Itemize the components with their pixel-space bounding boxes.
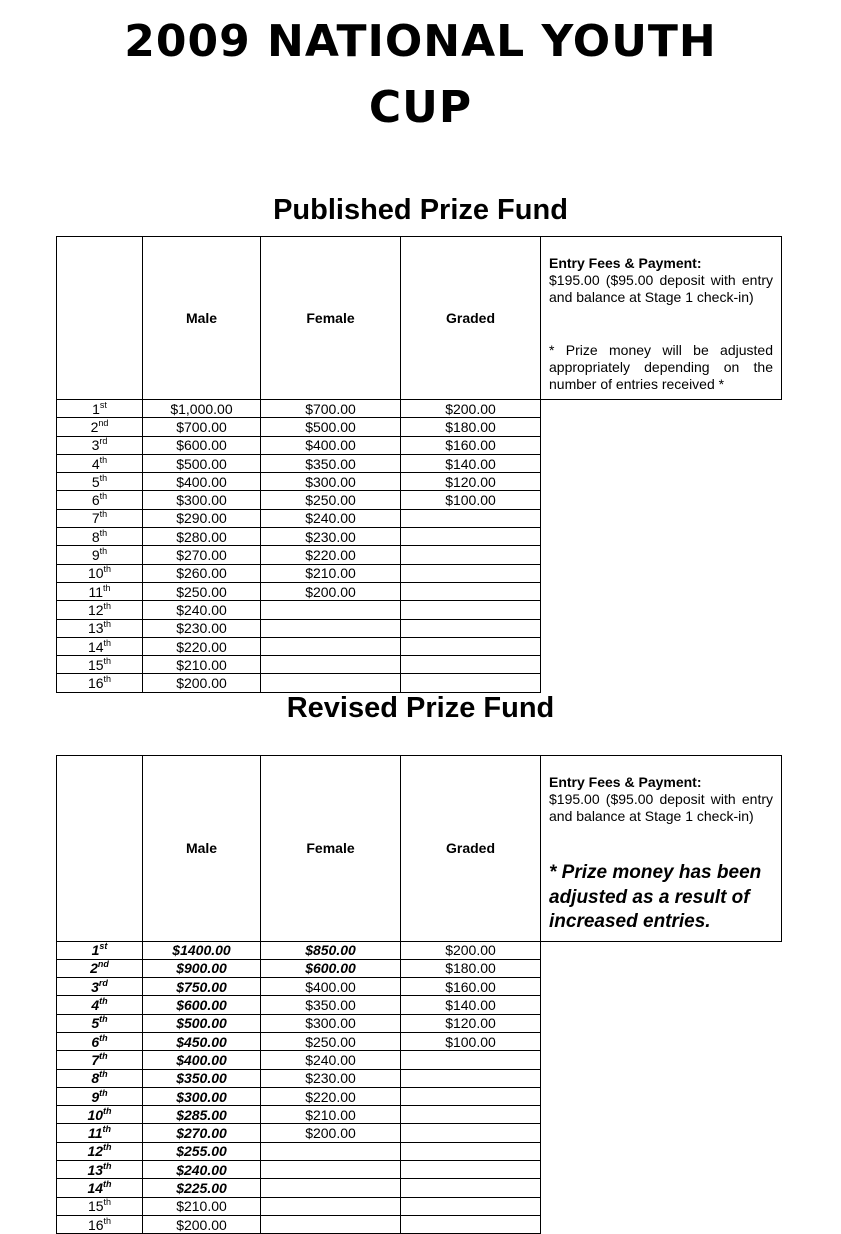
place-number: 12 [87,601,104,618]
female-prize-cell: $230.00 [261,1069,401,1087]
graded-prize-cell [401,1197,541,1215]
female-prize-cell [261,656,401,674]
graded-prize-cell: $200.00 [401,400,541,418]
table-row [57,1051,782,1069]
graded-prize-cell [401,619,541,637]
place-number: 12 [87,1143,104,1160]
graded-prize-cell [401,564,541,582]
female-prize-cell [261,1215,401,1233]
female-prize-cell: $220.00 [261,546,401,564]
graded-prize-cell [401,1161,541,1179]
graded-prize-cell [401,1051,541,1069]
place-suffix: th [102,1124,112,1135]
place-cell [57,418,143,436]
male-prize-cell: $1400.00 [143,941,261,959]
table-row [57,1215,782,1233]
table-row [57,564,782,582]
male-prize-cell: $1,000.00 [143,400,261,418]
graded-prize-cell [401,509,541,527]
place-cell [57,546,143,564]
table-row [57,1106,782,1124]
male-prize-cell: $220.00 [143,637,261,655]
place-suffix: th [99,1014,108,1025]
graded-prize-cell [401,1215,541,1233]
place-number: 9 [91,547,100,564]
place-cell [57,656,143,674]
place-number: 3 [91,978,99,995]
male-column-header: Male [143,237,261,400]
entry-fees-heading: Entry Fees & Payment: [549,774,702,790]
place-number: 7 [91,1051,100,1068]
place-number: 13 [87,620,104,637]
place-suffix: st [99,941,108,952]
female-prize-cell: $230.00 [261,528,401,546]
male-prize-cell: $210.00 [143,656,261,674]
place-number: 7 [91,510,100,527]
graded-prize-cell: $120.00 [401,1014,541,1032]
male-prize-cell: $200.00 [143,674,261,692]
place-cell [57,619,143,637]
table-row [57,400,782,418]
place-cell [57,637,143,655]
graded-prize-cell [401,1087,541,1105]
place-suffix: nd [98,417,109,428]
male-column-header: Male [143,756,261,942]
graded-prize-cell [401,1106,541,1124]
place-number: 16 [87,1216,104,1233]
place-cell [57,564,143,582]
male-prize-cell: $450.00 [143,1032,261,1050]
place-suffix: th [103,1105,112,1116]
place-suffix: st [99,399,107,410]
place-cell [57,528,143,546]
place-suffix: th [99,1087,108,1098]
table-row [57,528,782,546]
female-prize-cell: $200.00 [261,1124,401,1142]
table-row [57,959,782,977]
graded-prize-cell [401,637,541,655]
male-prize-cell: $400.00 [143,473,261,491]
place-number: 15 [87,1198,104,1215]
place-cell [57,509,143,527]
table-row [57,978,782,996]
graded-prize-cell: $120.00 [401,473,541,491]
female-prize-cell: $240.00 [261,1051,401,1069]
graded-column-header: Graded [401,237,541,400]
entry-fees-body: $195.00 ($95.00 deposit with entry and balance at Stage 1 check-in) [549,791,773,824]
female-prize-cell: $850.00 [261,941,401,959]
male-prize-cell: $270.00 [143,546,261,564]
male-prize-cell: $300.00 [143,491,261,509]
table-row [57,1124,782,1142]
place-cell [57,1087,143,1105]
place-suffix: th [103,619,112,630]
place-suffix: rd [98,977,108,988]
table-row [57,1087,782,1105]
place-number: 13 [87,1161,104,1178]
place-number: 16 [87,675,104,692]
female-prize-cell [261,1142,401,1160]
table-row [57,454,782,472]
male-prize-cell: $270.00 [143,1124,261,1142]
place-number: 14 [87,1180,104,1196]
place-suffix: th [99,472,108,483]
place-suffix: th [99,527,108,538]
table-row [57,601,782,619]
header-row [57,237,782,400]
graded-prize-cell: $100.00 [401,1032,541,1050]
male-prize-cell: $280.00 [143,528,261,546]
female-prize-cell: $300.00 [261,473,401,491]
place-suffix: th [99,491,108,502]
entry-fees-heading: Entry Fees & Payment: [549,255,702,271]
graded-prize-cell [401,1124,541,1142]
place-number: 8 [91,1070,100,1087]
place-number: 6 [91,492,100,509]
graded-prize-cell: $140.00 [401,454,541,472]
male-prize-cell: $700.00 [143,418,261,436]
graded-prize-cell [401,528,541,546]
graded-prize-cell: $180.00 [401,418,541,436]
female-prize-cell [261,1179,401,1197]
graded-prize-cell [401,1069,541,1087]
place-cell [57,1197,143,1215]
place-suffix: nd [97,959,109,970]
table-row [57,656,782,674]
place-cell [57,436,143,454]
female-prize-cell [261,1161,401,1179]
place-cell [57,1014,143,1032]
place-suffix: th [99,509,108,520]
female-prize-cell: $200.00 [261,582,401,600]
female-prize-cell: $350.00 [261,454,401,472]
place-number: 14 [87,638,104,655]
female-prize-cell: $300.00 [261,1014,401,1032]
table-row [57,1014,782,1032]
place-suffix: th [103,1179,112,1189]
place-suffix: th [103,674,112,685]
place-suffix: th [99,1069,108,1080]
place-cell [57,473,143,491]
female-prize-cell [261,619,401,637]
header-row [57,756,782,942]
female-prize-cell: $250.00 [261,1032,401,1050]
graded-prize-cell [401,1179,541,1197]
female-prize-cell: $500.00 [261,418,401,436]
male-prize-cell: $290.00 [143,509,261,527]
male-prize-cell: $230.00 [143,619,261,637]
male-prize-cell: $240.00 [143,601,261,619]
entry-fees-info [541,756,782,942]
male-prize-cell: $300.00 [143,1087,261,1105]
female-prize-cell: $350.00 [261,996,401,1014]
female-prize-cell: $210.00 [261,564,401,582]
female-prize-cell: $600.00 [261,959,401,977]
female-column-header: Female [261,237,401,400]
place-number: 15 [87,656,104,673]
table-row [57,1142,782,1160]
place-cell [57,1106,143,1124]
table-row [57,637,782,655]
published-prize-fund-heading: Published Prize Fund [273,194,568,226]
male-prize-cell: $900.00 [143,959,261,977]
graded-prize-cell: $100.00 [401,491,541,509]
place-suffix: th [99,996,108,1007]
graded-prize-cell: $160.00 [401,436,541,454]
female-prize-cell: $240.00 [261,509,401,527]
place-number: 11 [87,1125,103,1142]
place-number: 2 [90,960,98,977]
table-row [57,418,782,436]
male-prize-cell: $600.00 [143,436,261,454]
prize-money-note: * Prize money will be adjusted appropriately depending on the number of entries received * [549,342,773,392]
place-cell [57,491,143,509]
place-suffix: th [103,1215,112,1226]
place-cell [57,1032,143,1050]
place-cell [57,1124,143,1142]
male-prize-cell: $500.00 [143,1014,261,1032]
graded-prize-cell: $180.00 [401,959,541,977]
table-row [57,1161,782,1179]
male-prize-cell: $350.00 [143,1069,261,1087]
place-cell [57,1142,143,1160]
place-suffix: th [103,1160,112,1171]
place-number: 2 [90,418,99,435]
graded-prize-cell: $140.00 [401,996,541,1014]
male-prize-cell: $200.00 [143,1215,261,1233]
place-cell [57,1051,143,1069]
document-title-line-1: 2009 NATIONAL YOUTH [124,16,717,67]
place-number: 3 [91,437,100,454]
place-cell [57,996,143,1014]
place-cell [57,400,143,418]
place-number: 1 [91,942,100,959]
place-column-header [57,756,143,942]
place-number: 11 [88,583,104,600]
male-prize-cell: $260.00 [143,564,261,582]
table-row [57,1197,782,1215]
female-prize-cell: $250.00 [261,491,401,509]
place-suffix: th [103,1197,112,1208]
place-number: 4 [91,997,100,1014]
place-cell [57,941,143,959]
place-suffix: th [103,600,112,611]
document-title-line-2: CUP [368,82,473,133]
entry-fees-info [541,237,782,400]
place-number: 10 [87,1106,104,1123]
male-prize-cell: $750.00 [143,978,261,996]
female-prize-cell: $400.00 [261,436,401,454]
table-row [57,473,782,491]
place-number: 10 [87,565,104,582]
place-suffix: th [99,454,108,465]
place-column-header [57,237,143,400]
graded-prize-cell [401,656,541,674]
male-prize-cell: $240.00 [143,1161,261,1179]
place-cell [57,1161,143,1179]
place-suffix: th [103,637,112,648]
place-suffix: th [103,655,112,666]
place-suffix: th [99,546,108,557]
place-number: 6 [91,1033,100,1050]
male-prize-cell: $250.00 [143,582,261,600]
female-column-header: Female [261,756,401,942]
table-row [57,546,782,564]
male-prize-cell: $500.00 [143,454,261,472]
graded-prize-cell: $200.00 [401,941,541,959]
place-number: 5 [91,473,100,490]
graded-prize-cell [401,546,541,564]
table-row [57,582,782,600]
place-cell [57,454,143,472]
graded-prize-cell [401,601,541,619]
male-prize-cell: $210.00 [143,1197,261,1215]
female-prize-cell [261,637,401,655]
graded-prize-cell: $160.00 [401,978,541,996]
female-prize-cell [261,1197,401,1215]
place-cell [57,601,143,619]
male-prize-cell: $225.00 [143,1179,261,1197]
female-prize-cell: $400.00 [261,978,401,996]
female-prize-cell: $700.00 [261,400,401,418]
male-prize-cell: $400.00 [143,1051,261,1069]
place-number: 4 [91,455,100,472]
place-suffix: rd [99,436,108,447]
place-number: 9 [91,1088,100,1105]
table-row [57,941,782,959]
female-prize-cell [261,601,401,619]
place-number: 1 [92,400,100,417]
female-prize-cell: $210.00 [261,1106,401,1124]
table-row [57,996,782,1014]
table-row [57,1069,782,1087]
table-row [57,1032,782,1050]
revised-prize-table [56,755,782,1234]
male-prize-cell: $255.00 [143,1142,261,1160]
table-row [57,509,782,527]
graded-prize-cell [401,1142,541,1160]
graded-column-header: Graded [401,756,541,942]
place-cell [57,582,143,600]
place-suffix: th [99,1032,108,1043]
place-cell [57,959,143,977]
table-row [57,436,782,454]
male-prize-cell: $600.00 [143,996,261,1014]
place-cell [57,978,143,996]
place-cell [57,1215,143,1233]
male-prize-cell: $285.00 [143,1106,261,1124]
table-row [57,491,782,509]
place-suffix: th [103,564,112,575]
place-number: 5 [91,1015,100,1032]
table-row [57,619,782,637]
female-prize-cell: $220.00 [261,1087,401,1105]
place-number: 8 [91,528,100,545]
table-row [57,1179,782,1197]
entry-fees-body: $195.00 ($95.00 deposit with entry and balance at Stage 1 check-in) [549,272,773,305]
prize-money-note: * Prize money has been adjusted as a result of increased entries. [549,862,762,932]
published-prize-table [56,236,782,693]
graded-prize-cell [401,582,541,600]
revised-prize-fund-heading: Revised Prize Fund [286,692,555,724]
place-cell [57,1179,143,1197]
place-suffix: th [103,582,111,593]
place-suffix: th [99,1050,108,1061]
place-suffix: th [103,1142,112,1153]
place-cell [57,1069,143,1087]
